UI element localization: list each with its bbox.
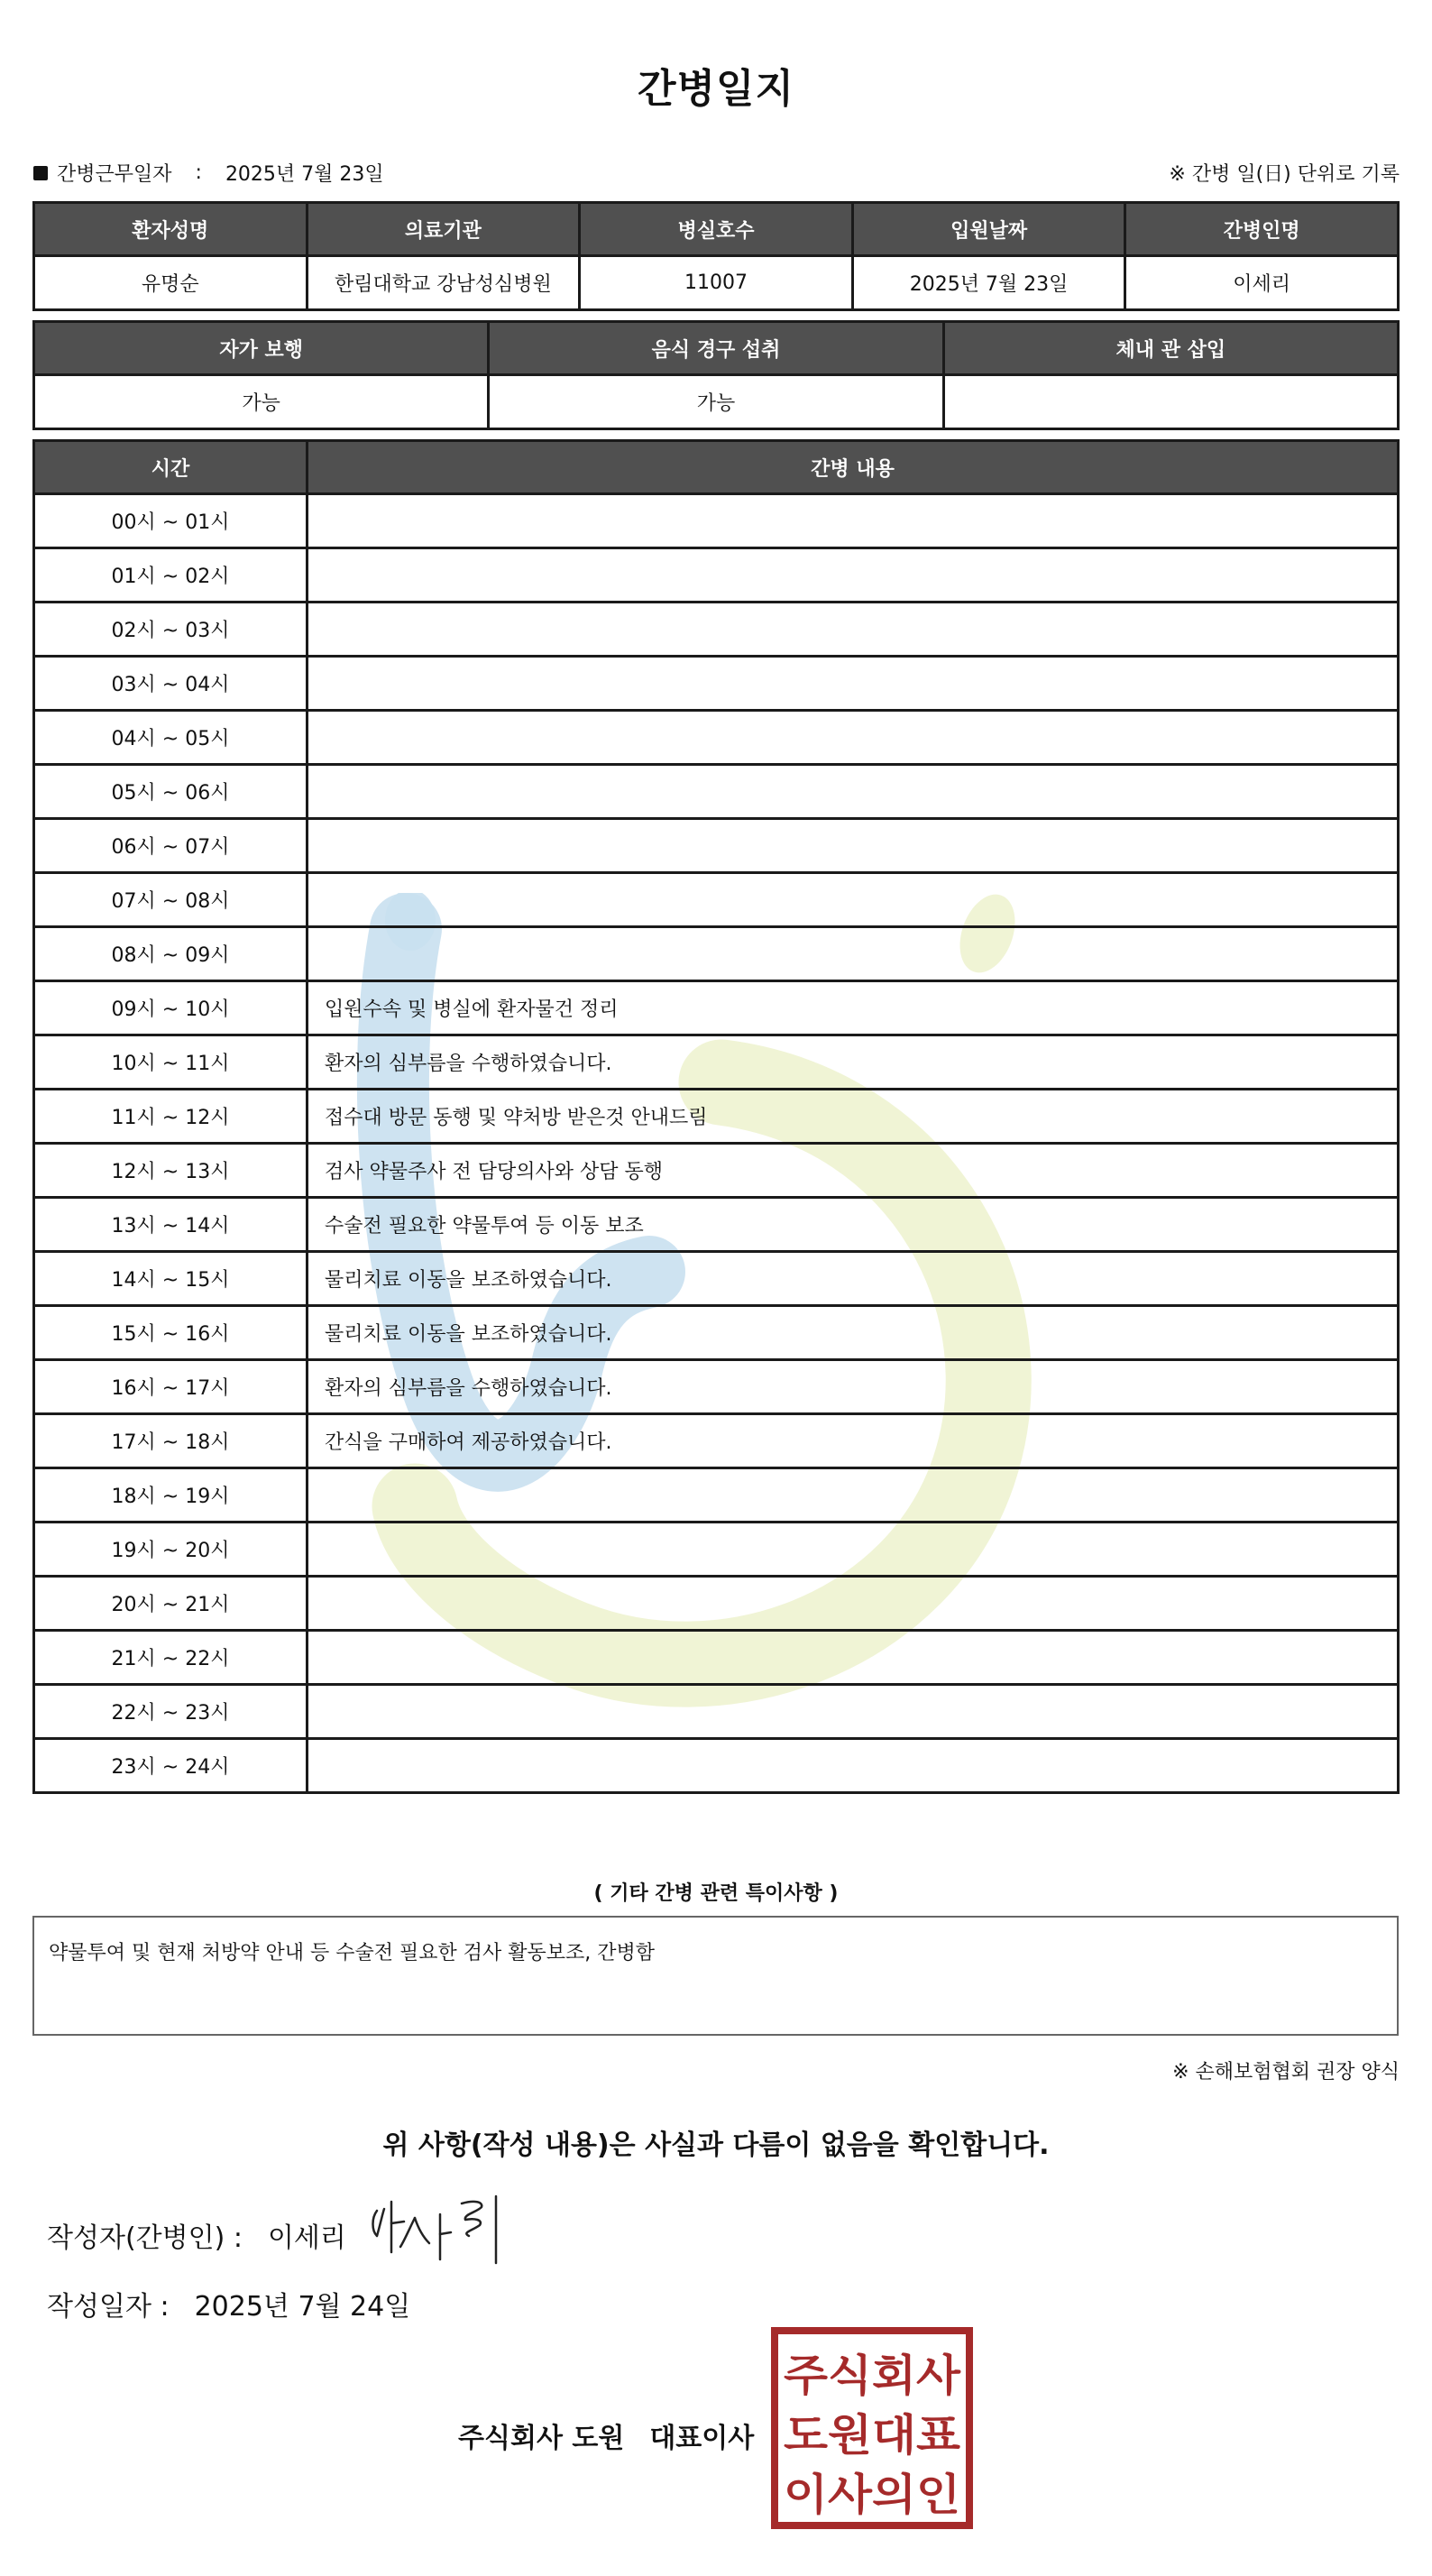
- table-row: [34, 819, 1399, 873]
- colon-separator: :: [195, 161, 202, 184]
- care-content-cell: 접수대 방문 동행 및 약처방 받은것 안내드림: [308, 1090, 1399, 1144]
- care-content-cell: 환자의 심부름을 수행하였습니다.: [308, 1035, 1399, 1090]
- writer-label: 작성자(간병인) :: [47, 2222, 243, 2254]
- table-row: [34, 1414, 1399, 1468]
- table-row: [34, 603, 1399, 657]
- header-caregiver-name: 간병인명: [1125, 203, 1399, 256]
- care-content-cell: [308, 1577, 1399, 1631]
- table-row: [34, 1252, 1399, 1306]
- table-row: [34, 657, 1399, 711]
- time-slot: 04시 ~ 05시: [34, 711, 308, 765]
- header-patient-name: 환자성명: [34, 203, 308, 256]
- oral-intake-value: 가능: [489, 375, 943, 429]
- care-content-cell: [308, 765, 1399, 819]
- form-note: ※ 손해보험협회 권장 양식: [1172, 2061, 1400, 2084]
- header-admission-date: 입원날짜: [852, 203, 1125, 256]
- table-row: [34, 1144, 1399, 1198]
- header-time: 시간: [34, 441, 308, 494]
- hospital-name: 한림대학교 강남성심병원: [307, 256, 580, 310]
- care-content-cell: [308, 1523, 1399, 1577]
- time-slot: 14시 ~ 15시: [34, 1252, 308, 1306]
- table-row: [34, 1306, 1399, 1360]
- care-content-cell: 검사 약물주사 전 담당의사와 상담 동행: [308, 1144, 1399, 1198]
- writer-name: 이세리: [267, 2222, 346, 2254]
- time-slot: 11시 ~ 12시: [34, 1090, 308, 1144]
- table-row: [34, 1739, 1399, 1793]
- patient-info-table: [32, 201, 1400, 311]
- care-content-cell: [308, 711, 1399, 765]
- remarks-title: ( 기타 간병 관련 특이사항 ): [593, 1882, 839, 1905]
- care-content-cell: 입원수속 및 병실에 환자물건 정리: [308, 981, 1399, 1035]
- table-row: [34, 1360, 1399, 1414]
- writer-line: [47, 2215, 346, 2255]
- table-row: [34, 1523, 1399, 1577]
- time-slot: 02시 ~ 03시: [34, 603, 308, 657]
- care-content-cell: [308, 1739, 1399, 1793]
- care-content-cell: [308, 873, 1399, 927]
- header-tube-insertion: 체내 관 삽입: [943, 322, 1398, 375]
- care-content-cell: [308, 1468, 1399, 1523]
- care-log-body: [34, 494, 1399, 1793]
- page-title: 간병일지: [637, 66, 794, 112]
- table-row: [34, 1198, 1399, 1252]
- table-row: [34, 1631, 1399, 1685]
- admission-date: 2025년 7월 23일: [852, 256, 1125, 310]
- work-date-line: [33, 159, 384, 187]
- record-note: ※ 간병 일(日) 단위로 기록: [1169, 163, 1400, 186]
- bullet-square-icon: [33, 166, 48, 180]
- time-slot: 09시 ~ 10시: [34, 981, 308, 1035]
- work-date-value: 2025년 7월 23일: [225, 163, 384, 186]
- header-room-number: 병실호수: [580, 203, 853, 256]
- caregiver-name: 이세리: [1125, 256, 1399, 310]
- care-content-cell: 환자의 심부름을 수행하였습니다.: [308, 1360, 1399, 1414]
- care-content-cell: [308, 819, 1399, 873]
- care-content-cell: [308, 548, 1399, 603]
- confirmation-statement: 위 사항(작성 내용)은 사실과 다름이 없음을 확인합니다.: [382, 2130, 1050, 2161]
- svg-text:주식회사: 주식회사: [784, 2351, 961, 2401]
- time-slot: 00시 ~ 01시: [34, 494, 308, 548]
- company-seal-icon: [771, 2327, 973, 2529]
- table-row: [34, 873, 1399, 927]
- care-content-cell: [308, 1631, 1399, 1685]
- time-slot: 21시 ~ 22시: [34, 1631, 308, 1685]
- time-slot: 23시 ~ 24시: [34, 1739, 308, 1793]
- table-row: [34, 765, 1399, 819]
- care-log-table: [32, 439, 1400, 1794]
- care-content-cell: 수술전 필요한 약물투여 등 이동 보조: [308, 1198, 1399, 1252]
- time-slot: 19시 ~ 20시: [34, 1523, 308, 1577]
- table-row: [34, 548, 1399, 603]
- time-slot: 05시 ~ 06시: [34, 765, 308, 819]
- written-date-label: 작성일자 :: [47, 2291, 170, 2323]
- patient-name: 유명순: [34, 256, 308, 310]
- time-slot: 10시 ~ 11시: [34, 1035, 308, 1090]
- care-content-cell: [308, 603, 1399, 657]
- company-line: [458, 2415, 754, 2455]
- room-number: 11007: [580, 256, 853, 310]
- time-slot: 12시 ~ 13시: [34, 1144, 308, 1198]
- time-slot: 08시 ~ 09시: [34, 927, 308, 981]
- time-slot: 01시 ~ 02시: [34, 548, 308, 603]
- work-date-label: 간병근무일자: [57, 163, 172, 186]
- table-row: [34, 1468, 1399, 1523]
- time-slot: 16시 ~ 17시: [34, 1360, 308, 1414]
- svg-text:도원대표: 도원대표: [784, 2410, 961, 2461]
- table-row: [34, 494, 1399, 548]
- remarks-text: 약물투여 및 현재 처방약 안내 등 수술전 필요한 검사 활동보조, 간병함: [49, 1942, 655, 1964]
- time-slot: 03시 ~ 04시: [34, 657, 308, 711]
- time-slot: 15시 ~ 16시: [34, 1306, 308, 1360]
- time-slot: 18시 ~ 19시: [34, 1468, 308, 1523]
- remarks-box: [32, 1916, 1399, 2036]
- written-date-line: [47, 2284, 410, 2323]
- time-slot: 13시 ~ 14시: [34, 1198, 308, 1252]
- header-hospital: 의료기관: [307, 203, 580, 256]
- representative-title: 대표이사: [649, 2423, 755, 2454]
- header-oral-intake: 음식 경구 섭취: [489, 322, 943, 375]
- table-row: [34, 927, 1399, 981]
- header-self-walking: 자가 보행: [34, 322, 489, 375]
- care-content-cell: [308, 494, 1399, 548]
- table-row: [34, 1090, 1399, 1144]
- table-row: [34, 1577, 1399, 1631]
- table-row: [34, 981, 1399, 1035]
- tube-insertion-value: [943, 375, 1398, 429]
- care-content-cell: [308, 1685, 1399, 1739]
- header-care-content: 간병 내용: [308, 441, 1399, 494]
- table-row: [34, 1685, 1399, 1739]
- patient-status-table: [32, 320, 1400, 430]
- self-walking-value: 가능: [34, 375, 489, 429]
- time-slot: 20시 ~ 21시: [34, 1577, 308, 1631]
- care-content-cell: 물리치료 이동을 보조하였습니다.: [308, 1252, 1399, 1306]
- written-date: 2025년 7월 24일: [194, 2291, 411, 2323]
- time-slot: 22시 ~ 23시: [34, 1685, 308, 1739]
- table-row: [34, 711, 1399, 765]
- care-content-cell: [308, 657, 1399, 711]
- handwritten-signature-icon: [364, 2187, 518, 2268]
- svg-text:이사의인: 이사의인: [784, 2470, 960, 2520]
- table-row: [34, 1035, 1399, 1090]
- care-content-cell: 물리치료 이동을 보조하였습니다.: [308, 1306, 1399, 1360]
- time-slot: 07시 ~ 08시: [34, 873, 308, 927]
- care-content-cell: [308, 927, 1399, 981]
- time-slot: 06시 ~ 07시: [34, 819, 308, 873]
- care-content-cell: 간식을 구매하여 제공하였습니다.: [308, 1414, 1399, 1468]
- time-slot: 17시 ~ 18시: [34, 1414, 308, 1468]
- company-name: 주식회사 도원: [458, 2423, 625, 2454]
